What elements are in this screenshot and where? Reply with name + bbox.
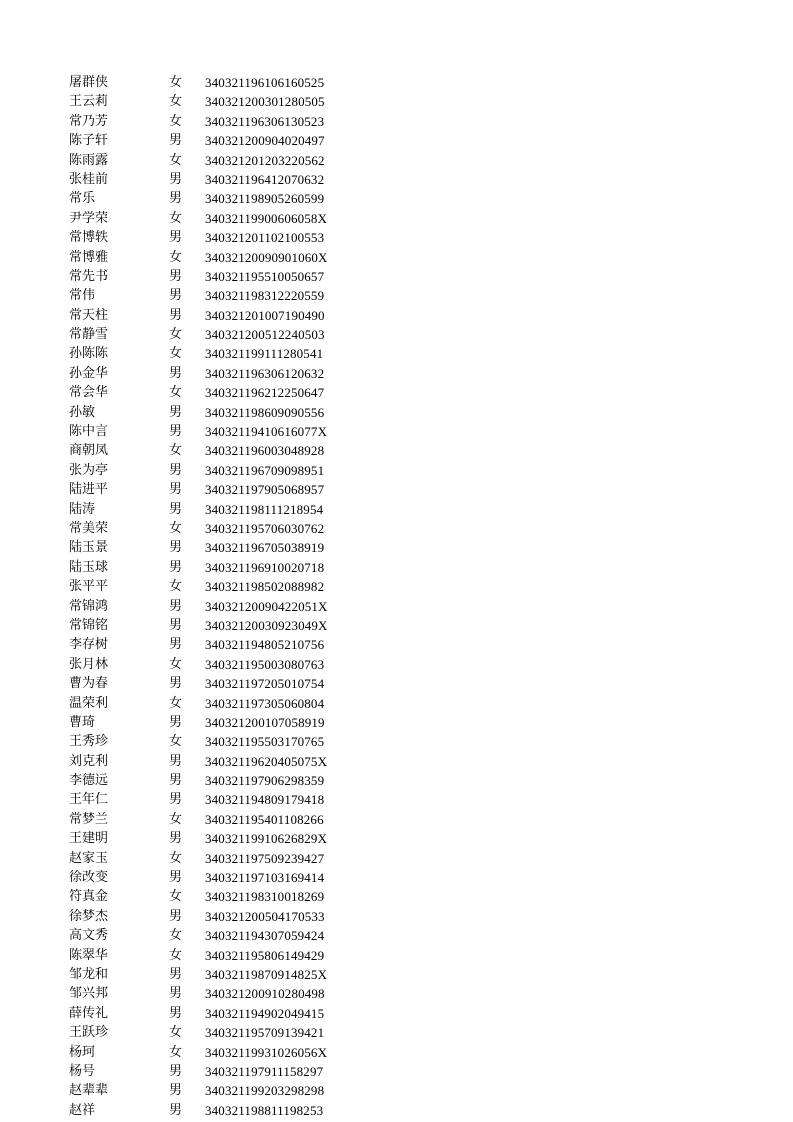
- gender-cell: 男: [169, 404, 183, 420]
- name-cell: 屠群侠: [69, 75, 109, 90]
- name-cell: 杨号: [69, 1063, 96, 1079]
- name-cell: 李存树: [69, 637, 109, 653]
- table-row: [69, 577, 369, 596]
- table-row: [69, 616, 369, 635]
- id-number-cell: 340321195510050657: [205, 268, 325, 284]
- name-cell: 温荣利: [69, 695, 109, 711]
- id-number-cell: 340321197905068957: [205, 482, 325, 498]
- name-cell: 常伟: [69, 288, 96, 304]
- id-number-cell: 340321198312220559: [205, 288, 325, 304]
- table-row: [69, 228, 369, 247]
- id-number-cell: 340321197906298359: [205, 773, 325, 789]
- id-number-cell: 340321197205010754: [205, 676, 325, 692]
- id-number-cell: 340321200512240503: [205, 327, 325, 343]
- table-row: [69, 558, 369, 577]
- table-row: [69, 422, 369, 441]
- id-number-cell: 340321196910020718: [205, 559, 325, 575]
- table-row: [69, 946, 369, 965]
- table-row: [69, 810, 369, 829]
- name-cell: 杨珂: [69, 1044, 96, 1060]
- table-row: [69, 752, 369, 771]
- table-row: [69, 500, 369, 519]
- table-row: [69, 868, 369, 887]
- name-cell: 常静雪: [69, 327, 109, 343]
- gender-cell: 男: [169, 501, 183, 517]
- gender-cell: 男: [169, 1005, 183, 1021]
- id-number-cell: 340321196306130523: [205, 113, 325, 129]
- table-row: [69, 635, 369, 654]
- id-number-cell: 340321194809179418: [205, 792, 325, 808]
- name-cell: 陈雨露: [69, 152, 109, 168]
- name-cell: 常乐: [69, 191, 96, 207]
- gender-cell: 女: [169, 249, 183, 265]
- name-cell: 常博雅: [69, 249, 109, 265]
- table-row: [69, 209, 369, 228]
- name-cell: 陈翠华: [69, 947, 109, 963]
- name-cell: 曹为春: [69, 676, 109, 692]
- id-number-cell: 340321197305060804: [205, 695, 325, 711]
- name-cell: 赵辈辈: [69, 1083, 109, 1099]
- name-cell: 符真金: [69, 889, 109, 905]
- name-cell: 王建明: [69, 831, 109, 847]
- name-cell: 邹兴邦: [69, 986, 109, 1002]
- table-row: [69, 538, 369, 557]
- id-number-cell: 340321197509239427: [205, 850, 325, 866]
- name-cell: 王秀珍: [69, 734, 109, 750]
- gender-cell: 女: [169, 385, 183, 401]
- table-row: [69, 480, 369, 499]
- id-number-cell: 340321200910280498: [205, 986, 325, 1002]
- id-number-cell: 340321198609090556: [205, 404, 325, 420]
- table-row: [69, 286, 369, 305]
- gender-cell: 男: [169, 908, 183, 924]
- id-number-cell: 340321201102100553: [205, 230, 325, 246]
- id-number-cell: 340321199111280541: [205, 346, 324, 362]
- table-row: [69, 403, 369, 422]
- gender-cell: 男: [169, 617, 183, 633]
- table-row: [69, 771, 369, 790]
- name-cell: 陆玉景: [69, 540, 109, 556]
- gender-cell: 男: [169, 365, 183, 381]
- table-row: [69, 694, 369, 713]
- id-number-cell: 340321200904020497: [205, 133, 325, 149]
- id-number-cell: 340321201203220562: [205, 152, 325, 168]
- gender-cell: 女: [169, 928, 183, 944]
- table-row: [69, 1023, 369, 1042]
- name-cell: 陈中言: [69, 424, 109, 440]
- table-row: [69, 73, 369, 92]
- table-row: [69, 984, 369, 1003]
- gender-cell: 男: [169, 792, 183, 808]
- gender-cell: 男: [169, 288, 183, 304]
- name-cell: 常天柱: [69, 307, 109, 323]
- gender-cell: 男: [169, 307, 183, 323]
- id-number-cell: 340321197911158297: [205, 1063, 324, 1079]
- name-cell: 徐梦杰: [69, 908, 109, 924]
- id-number-cell: 340321196412070632: [205, 171, 325, 187]
- gender-cell: 女: [169, 656, 183, 672]
- gender-cell: 女: [169, 210, 183, 226]
- table-row: [69, 151, 369, 170]
- gender-cell: 女: [169, 327, 183, 343]
- gender-cell: 男: [169, 714, 183, 730]
- name-cell: 张平平: [69, 579, 109, 595]
- name-cell: 张桂前: [69, 171, 109, 187]
- id-number-cell: 340321198811198253: [205, 1102, 324, 1118]
- table-row: [69, 829, 369, 848]
- gender-cell: 男: [169, 831, 183, 847]
- name-cell: 刘克利: [69, 753, 109, 769]
- id-number-cell: 340321201007190490: [205, 307, 325, 323]
- table-row: [69, 713, 369, 732]
- name-cell: 常博轶: [69, 230, 109, 246]
- gender-cell: 女: [169, 75, 183, 90]
- name-cell: 孙敏: [69, 404, 96, 420]
- table-row: [69, 849, 369, 868]
- table-row: [69, 306, 369, 325]
- id-number-cell: 340321194805210756: [205, 637, 325, 653]
- name-cell: 孙陈陈: [69, 346, 109, 362]
- gender-cell: 男: [169, 230, 183, 246]
- gender-cell: 男: [169, 598, 183, 614]
- gender-cell: 女: [169, 579, 183, 595]
- name-cell: 尹学荣: [69, 210, 109, 226]
- table-row: [69, 887, 369, 906]
- table-row: [69, 92, 369, 111]
- id-number-cell: 340321195401108266: [205, 811, 324, 827]
- gender-cell: 女: [169, 520, 183, 536]
- name-cell: 薛传礼: [69, 1005, 109, 1021]
- id-number-cell: 340321199203298298: [205, 1083, 325, 1099]
- gender-cell: 男: [169, 171, 183, 187]
- table-row: [69, 1004, 369, 1023]
- gender-cell: 女: [169, 152, 183, 168]
- gender-cell: 男: [169, 1063, 183, 1079]
- id-number-cell: 34032119870914825X: [205, 966, 328, 982]
- name-cell: 常会华: [69, 385, 109, 401]
- id-number-cell: 340321195806149429: [205, 947, 325, 963]
- name-cell: 常锦铭: [69, 617, 109, 633]
- name-cell: 孙金华: [69, 365, 109, 381]
- table-row: [69, 344, 369, 363]
- gender-cell: 女: [169, 889, 183, 905]
- gender-cell: 女: [169, 1025, 183, 1041]
- gender-cell: 女: [169, 1044, 183, 1060]
- name-cell: 常乃芳: [69, 113, 109, 129]
- id-number-cell: 34032119410616077X: [205, 424, 328, 440]
- gender-cell: 男: [169, 482, 183, 498]
- table-row: [69, 364, 369, 383]
- name-cell: 曹琦: [69, 714, 96, 730]
- table-row: [69, 907, 369, 926]
- id-number-cell: 340321200301280505: [205, 94, 325, 110]
- gender-cell: 男: [169, 191, 183, 207]
- table-row: [69, 112, 369, 131]
- table-row: [69, 1062, 369, 1081]
- id-number-cell: 340321198502088982: [205, 579, 325, 595]
- name-cell: 陆涛: [69, 501, 96, 517]
- id-number-cell: 340321196705038919: [205, 540, 325, 556]
- id-number-cell: 340321195706030762: [205, 520, 325, 536]
- id-number-cell: 340321198310018269: [205, 889, 325, 905]
- name-cell: 常锦鸿: [69, 598, 109, 614]
- name-cell: 邹龙和: [69, 966, 109, 982]
- id-number-cell: 340321195503170765: [205, 734, 325, 750]
- id-number-cell: 340321198111218954: [205, 501, 324, 517]
- name-cell: 赵祥: [69, 1102, 96, 1118]
- gender-cell: 男: [169, 133, 183, 149]
- gender-cell: 女: [169, 734, 183, 750]
- gender-cell: 男: [169, 1083, 183, 1099]
- id-number-cell: 34032120090422051X: [205, 598, 328, 614]
- table-row: [69, 597, 369, 616]
- name-cell: 常美荣: [69, 520, 109, 536]
- name-cell: 常先书: [69, 268, 109, 284]
- id-number-cell: 340321200504170533: [205, 908, 325, 924]
- gender-cell: 男: [169, 1102, 183, 1118]
- gender-cell: 男: [169, 676, 183, 692]
- name-cell: 王年仁: [69, 792, 109, 808]
- name-cell: 张月林: [69, 656, 109, 672]
- table-row: [69, 732, 369, 751]
- id-number-cell: 34032120030923049X: [205, 617, 328, 633]
- gender-cell: 女: [169, 811, 183, 827]
- gender-cell: 女: [169, 695, 183, 711]
- name-cell: 常梦兰: [69, 811, 109, 827]
- table-row: [69, 189, 369, 208]
- gender-cell: 男: [169, 637, 183, 653]
- id-number-cell: 340321196306120632: [205, 365, 325, 381]
- table-row: [69, 248, 369, 267]
- gender-cell: 女: [169, 346, 183, 362]
- gender-cell: 男: [169, 753, 183, 769]
- gender-cell: 男: [169, 986, 183, 1002]
- table-row: [69, 461, 369, 480]
- table-row: [69, 131, 369, 150]
- name-cell: 陆进平: [69, 482, 109, 498]
- table-row: [69, 674, 369, 693]
- gender-cell: 男: [169, 268, 183, 284]
- id-number-cell: 340321196212250647: [205, 385, 325, 401]
- gender-cell: 男: [169, 424, 183, 440]
- gender-cell: 男: [169, 540, 183, 556]
- id-number-cell: 340321196106160525: [205, 75, 325, 90]
- name-cell: 李德远: [69, 773, 109, 789]
- roster-table: [69, 73, 369, 1120]
- gender-cell: 男: [169, 966, 183, 982]
- table-row: [69, 1043, 369, 1062]
- id-number-cell: 340321200107058919: [205, 714, 325, 730]
- id-number-cell: 34032120090901060X: [205, 249, 328, 265]
- name-cell: 王云莉: [69, 94, 109, 110]
- table-row: [69, 926, 369, 945]
- table-row: [69, 965, 369, 984]
- gender-cell: 男: [169, 559, 183, 575]
- gender-cell: 女: [169, 443, 183, 459]
- id-number-cell: 34032119620405075X: [205, 753, 328, 769]
- id-number-cell: 340321195003080763: [205, 656, 325, 672]
- id-number-cell: 340321196709098951: [205, 462, 325, 478]
- id-number-cell: 34032119910626829X: [205, 831, 328, 847]
- table-row: [69, 1101, 369, 1120]
- gender-cell: 男: [169, 773, 183, 789]
- table-row: [69, 383, 369, 402]
- gender-cell: 男: [169, 462, 183, 478]
- name-cell: 张为亭: [69, 462, 109, 478]
- id-number-cell: 340321194307059424: [205, 928, 325, 944]
- id-number-cell: 340321195709139421: [205, 1025, 325, 1041]
- table-row: [69, 441, 369, 460]
- table-row: [69, 519, 369, 538]
- id-number-cell: 340321194902049415: [205, 1005, 325, 1021]
- name-cell: 高文秀: [69, 928, 109, 944]
- gender-cell: 女: [169, 94, 183, 110]
- gender-cell: 男: [169, 870, 183, 886]
- name-cell: 赵家玉: [69, 850, 109, 866]
- name-cell: 商朝凤: [69, 443, 109, 459]
- id-number-cell: 340321197103169414: [205, 870, 325, 886]
- table-row: [69, 655, 369, 674]
- table-row: [69, 325, 369, 344]
- table-row: [69, 1081, 369, 1100]
- name-cell: 陈子轩: [69, 133, 109, 149]
- id-number-cell: 34032119931026056X: [205, 1044, 328, 1060]
- name-cell: 陆玉球: [69, 559, 109, 575]
- table-row: [69, 267, 369, 286]
- id-number-cell: 34032119900606058X: [205, 210, 328, 226]
- name-cell: 徐改变: [69, 870, 109, 886]
- name-cell: 王跃珍: [69, 1025, 109, 1041]
- gender-cell: 女: [169, 113, 183, 129]
- table-row: [69, 170, 369, 189]
- table-row: [69, 790, 369, 809]
- id-number-cell: 340321198905260599: [205, 191, 325, 207]
- id-number-cell: 340321196003048928: [205, 443, 325, 459]
- gender-cell: 女: [169, 947, 183, 963]
- gender-cell: 女: [169, 850, 183, 866]
